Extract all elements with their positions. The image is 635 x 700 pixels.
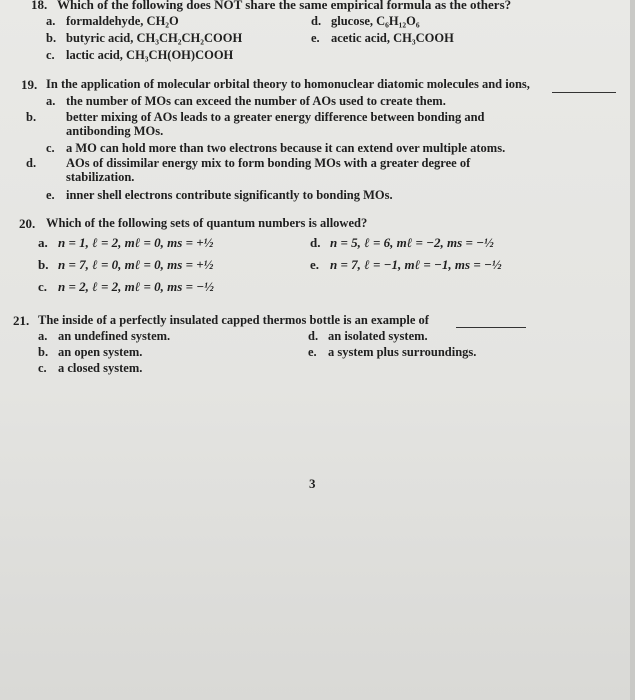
option-19e: e. inner shell electrons contribute significantly to bonding MOs. (46, 188, 393, 202)
option-19b: b. better mixing of AOs leads to a greater energy difference between bonding and antibonding MOs. (26, 110, 485, 138)
option-20a: a. n = 1, ℓ = 2, mℓ = 0, ms = +½ (38, 235, 214, 250)
question-text: In the application of molecular orbital theory to homonuclear diatomic molecules and ions, (46, 77, 530, 91)
option-18d: d. glucose, C₆H₁₂O₆ (311, 14, 420, 28)
option-20c: c. n = 2, ℓ = 2, mℓ = 0, ms = −½ (38, 279, 214, 294)
question-number: 19. (21, 77, 38, 92)
option-18c: c. lactic acid, CH₃CH(OH)COOH (46, 48, 234, 62)
option-18b: b. butyric acid, CH₃CH₂CH₂COOH (46, 31, 243, 45)
option-21b: b. an open system. (38, 345, 143, 359)
page-number: 3 (309, 476, 316, 491)
question-text: Which of the following sets of quantum numbers is allowed? (46, 216, 368, 230)
option-18e: e. acetic acid, CH₃COOH (311, 31, 454, 45)
question-number: 20. (19, 216, 36, 231)
option-20b: b. n = 7, ℓ = 0, mℓ = 0, ms = +½ (38, 257, 214, 272)
option-18a: a. formaldehyde, CH₂O (46, 14, 179, 28)
option-21a: a. an undefined system. (38, 329, 171, 343)
question-number: 21. (13, 313, 30, 328)
question-number: 18. (31, 0, 48, 12)
option-20e: e. n = 7, ℓ = −1, mℓ = −1, ms = −½ (310, 257, 502, 272)
option-19a: a. the number of MOs can exceed the number of AOs used to create them. (46, 94, 446, 108)
question-text: The inside of a perfectly insulated capped thermos bottle is an example of (38, 313, 429, 327)
question-text: Which of the following does NOT share the same empirical formula as the others? (57, 0, 512, 12)
answer-blank-21[interactable] (456, 327, 526, 328)
option-21e: e. a system plus surroundings. (308, 345, 477, 359)
page-edge-shadow (630, 0, 635, 700)
option-20d: d. n = 5, ℓ = 6, mℓ = −2, ms = −½ (310, 235, 494, 250)
answer-blank-19[interactable] (552, 92, 616, 93)
option-21d: d. an isolated system. (308, 329, 428, 343)
option-19d: d. AOs of dissimilar energy mix to form bonding MOs with a greater degree of stabilization. (26, 156, 471, 184)
option-21c: c. a closed system. (38, 361, 143, 375)
option-19c: c. a MO can hold more than two electrons because it can extend over multiple atoms. (46, 141, 506, 155)
